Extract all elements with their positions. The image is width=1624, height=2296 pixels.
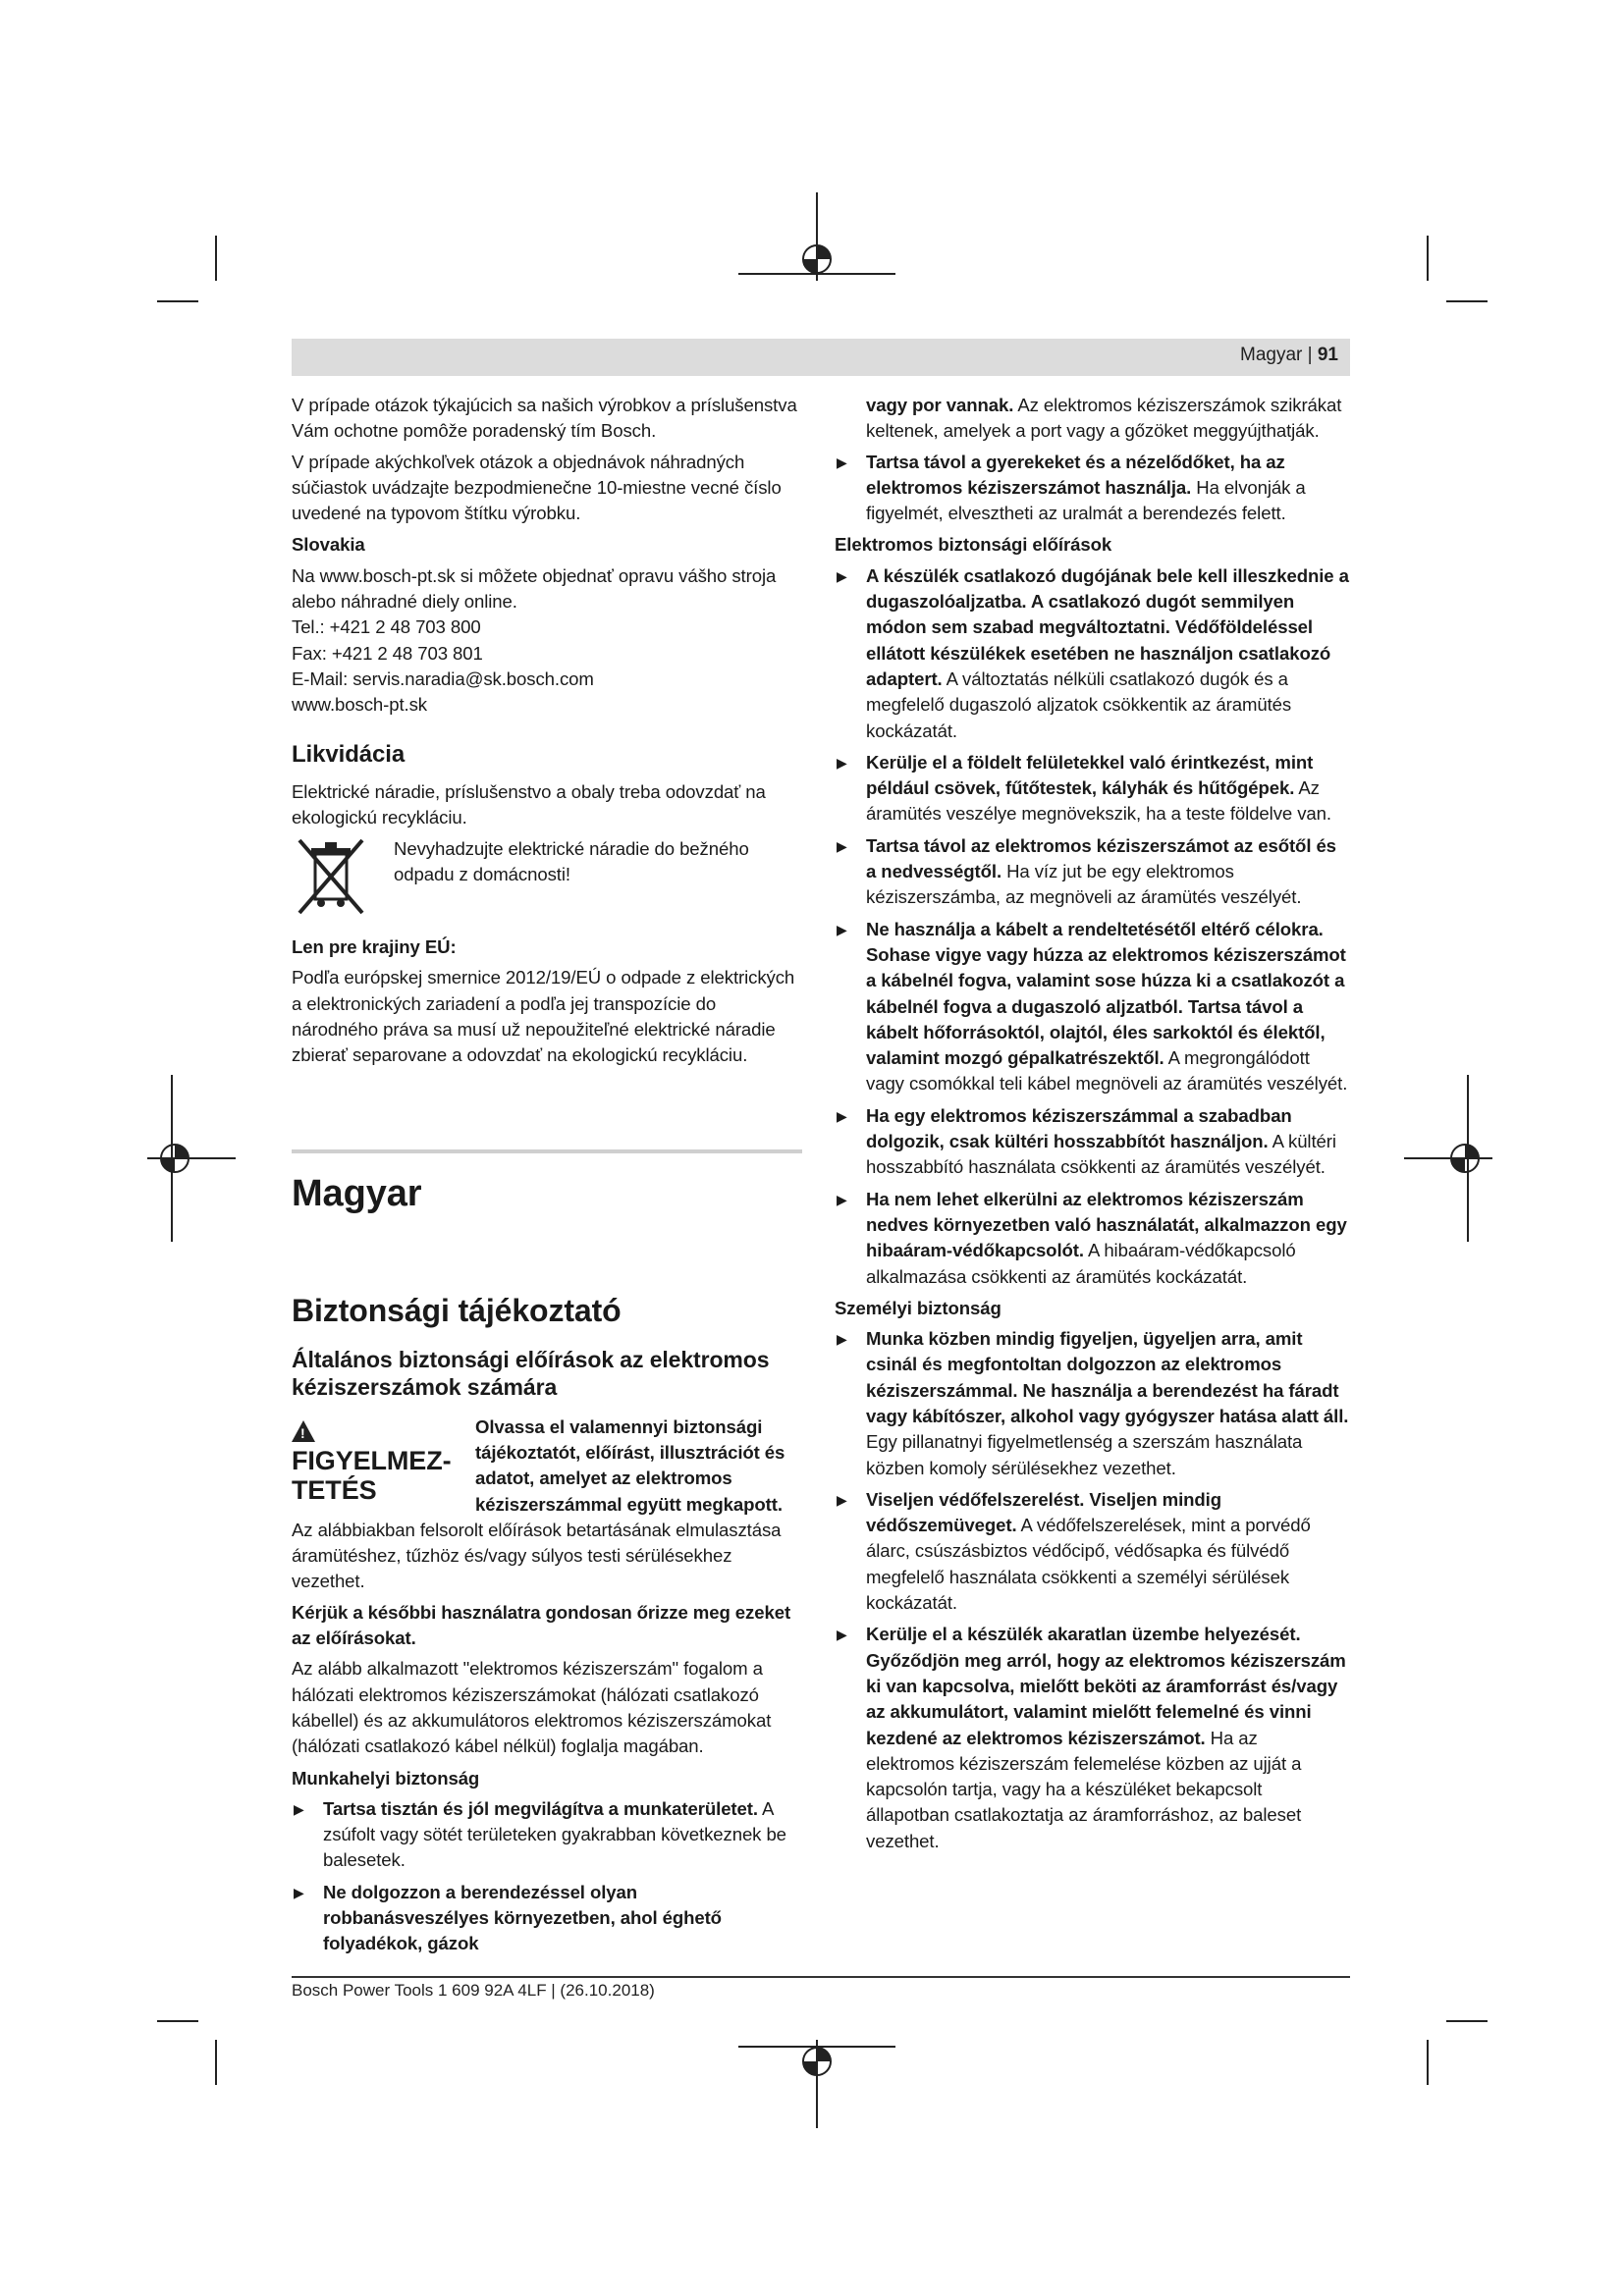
- list-item: [835, 750, 1350, 828]
- page-header: [292, 339, 1350, 376]
- warning-block: [292, 1415, 802, 1595]
- keep-instructions: Kérjük a későbbi használatra gondosan őrizze meg ezeket az előírásokat.: [292, 1601, 791, 1649]
- disposal-heading: Likvidácia: [292, 740, 406, 768]
- list-item: [292, 1796, 802, 1874]
- warning-bold: Olvassa el valamennyi biztonsági tájékoztatót, előírást, illusztrációt és adatot, amelyet az elektromos kéziszerszámmal együtt megkapott.: [475, 1415, 785, 1515]
- page-header-label: Magyar | 91: [1240, 345, 1338, 365]
- footer-rule: [292, 1976, 1350, 1978]
- item-rest: Egy pillanatnyi figyelmetlenség a szerszám használata közben komoly sérülésekhez vezethet.: [866, 1431, 1303, 1478]
- item-bold: A készülék csatlakozó dugójának bele kell illeszkednie a dugaszolóaljzatba. A csatlakozó dugót semmilyen módon sem szabad megváltoztatni. Védőföldeléssel ellátott készülékek esetében ne használjon csatlakozó adaptert.: [866, 564, 1349, 689]
- warning-label-text: FIGYELMEZ-TETÉS: [292, 1445, 452, 1505]
- crop-mark: [1427, 2040, 1429, 2085]
- item-bold: Tartsa tisztán és jól megvilágítva a munkaterületet.: [323, 1797, 758, 1819]
- item-bold: Munka közben mindig figyeljen, ügyeljen arra, amit csinál és megfontoltan dolgozzon az elektromos kéziszerszámmal. Ne használja a berendezést ha fáradt vagy kábítószer, alkohol vagy gyógyszer hatása alatt áll.: [866, 1328, 1349, 1426]
- list-item: [835, 833, 1350, 911]
- list-item: [835, 1103, 1350, 1181]
- list-item: [835, 1622, 1350, 1854]
- header-section: Magyar: [1240, 345, 1303, 365]
- crop-mark: [1446, 300, 1488, 302]
- warning-icon: !: [292, 1420, 315, 1442]
- phone: Tel.: +421 2 48 703 800: [292, 616, 481, 638]
- list-item: [835, 1326, 1350, 1481]
- weee-notice: [292, 836, 802, 919]
- item-rest: Ha elvonják a figyelmét, elvesztheti az uralmát a berendezés felett.: [866, 476, 1306, 524]
- disposal-text: Elektrické náradie, príslušenstvo a obaly treba odovzdať na ekologickú recykláciu.: [292, 780, 766, 828]
- intro-paragraph: V prípade otázok týkajúcich sa našich výrobkov a príslušenstva Vám ochotne pomôže poradenský tím Bosch.: [292, 395, 797, 442]
- continued-bold: vagy por vannak.: [866, 395, 1014, 415]
- crop-mark: [215, 2040, 217, 2085]
- item-bold: Tartsa távol a gyerekeket és a nézelődőket, ha az elektromos kéziszerszámot használja.: [866, 451, 1285, 498]
- definition-text: Az alább alkalmazott "elektromos kéziszerszám" fogalom a hálózati elektromos kéziszerszámokat (hálózati csatlakozó kábellel) és az akkumulátoros elektromos kéziszerszámokat (hálózati csatlakozó kábel nélkül) foglalja magában.: [292, 1658, 772, 1757]
- crop-mark: [1446, 2020, 1488, 2022]
- item-bold: Tartsa távol az elektromos kéziszerszámot az esőtől és a nedvességtől.: [866, 834, 1336, 882]
- item-bold: Ne dolgozzon a berendezéssel olyan robbanásveszélyes környezetben, ahol éghető folyadékok, gázok: [323, 1881, 722, 1954]
- crop-mark: [157, 2020, 198, 2022]
- list-item: [835, 917, 1350, 1097]
- crossed-bin-icon: [292, 836, 370, 919]
- registration-mark-left: [147, 1075, 236, 1242]
- list-item: [292, 1880, 802, 1957]
- workplace-list: [292, 1796, 802, 1957]
- language-heading: Magyar: [292, 1172, 422, 1214]
- list-item: [835, 1187, 1350, 1290]
- item-bold: Ne használja a kábelt a rendeltetésétől eltérő célokra. Sohase vigye vagy húzza az elektromos kéziszerszámot a kábelnél fogva, valamint sose húzza ki a csatlakozót a kábelnél fogva a dugaszoló aljzatból. Tartsa távol a kábelt hőforrásoktól, olajtól, éles sarkoktól és élektől, valamint mozgó gépalkatrészektől.: [866, 918, 1346, 1069]
- weee-text: Nevyhadzujte elektrické náradie do bežného odpadu z domácnosti!: [394, 838, 749, 885]
- registration-mark-bottom: [738, 2040, 895, 2128]
- right-column: [835, 393, 1350, 1860]
- workplace-heading: Munkahelyi biztonság: [292, 1767, 480, 1789]
- country-heading: Slovakia: [292, 534, 365, 556]
- item-bold: Kerülje el a földelt felületekkel való érintkezést, mint például csövek, fűtőtestek, kályhák és hűtőgépek.: [866, 751, 1314, 799]
- item-rest: A védőfelszerelések, mint a porvédő álarc, csúszásbiztos védőcipő, védősapka és fülvédő megfelelő használata csökkenti a személyi sérülések kockázatát.: [866, 1515, 1311, 1614]
- item-bold: Ha nem lehet elkerülni az elektromos kéziszerszám nedves környezetben való használatát, alkalmazzon egy hibaáram-védőkapcsolót.: [866, 1188, 1347, 1261]
- registration-mark-right: [1404, 1075, 1492, 1242]
- item-rest: A zsúfolt vagy sötét területeken gyakrabban következnek be balesetek.: [323, 1797, 786, 1871]
- item-rest: A hibaáram-védőkapcsoló alkalmazása csökkenti az áramütés kockázatát.: [866, 1240, 1296, 1287]
- item-bold: Kerülje el a készülék akaratlan üzembe helyezését. Győződjön meg arról, hogy az elektromos kéziszerszám ki van kapcsolva, mielőtt beköti az áramforrást és/vagy az akkumulátort, valamint mielőtt felemelné és vinni kezdené az elektromos kéziszerszámot.: [866, 1624, 1346, 1748]
- registration-mark-top: [738, 192, 895, 281]
- safety-heading: Biztonsági tájékoztató: [292, 1292, 622, 1328]
- workplace-list-cont: [835, 450, 1350, 527]
- personal-list: [835, 1326, 1350, 1854]
- item-rest: Az áramütés veszélye megnövekszik, ha a teste földelve van.: [866, 777, 1331, 825]
- footer-text: Bosch Power Tools 1 609 92A 4LF | (26.10.2018): [292, 1981, 655, 2000]
- crop-mark: [215, 236, 217, 281]
- warning-label: [292, 1416, 463, 1505]
- item-rest: A megrongálódott vagy csomókkal teli kábel megnöveli az áramütés veszélyét.: [866, 1047, 1348, 1095]
- page-number: 91: [1317, 345, 1338, 365]
- item-bold: Ha egy elektromos kéziszerszámmal a szabadban dolgozik, csak kültéri hosszabbítót használjon.: [866, 1104, 1292, 1152]
- email: E-Mail: servis.naradia@sk.bosch.com: [292, 667, 594, 689]
- section-divider: [292, 1149, 802, 1153]
- general-safety-heading: Általános biztonsági előírások az elektromos kéziszerszámok számára: [292, 1346, 770, 1400]
- contact-text: Na www.bosch-pt.sk si môžete objednať opravu vášho stroja alebo náhradné diely online.: [292, 564, 777, 613]
- list-item: [835, 450, 1350, 527]
- list-item: [835, 563, 1350, 744]
- electrical-heading: Elektromos biztonsági előírások: [835, 534, 1112, 556]
- eu-heading: Len pre krajiny EÚ:: [292, 936, 457, 958]
- item-rest: A kültéri hosszabbító használata csökkenti az áramütés veszélyét.: [866, 1131, 1336, 1178]
- item-rest: Ha az elektromos kéziszerszám felemelése közben az ujját a kapcsolón tartja, vagy ha a készüléket bekapcsolt állapotban csatlakoztatja az áramforráshoz, az baleset vezethet.: [866, 1727, 1302, 1851]
- item-rest: A változtatás nélküli csatlakozó dugók és a megfelelő dugaszoló aljzatok csökkentik az áramütés kockázatát.: [866, 667, 1292, 741]
- list-item: [835, 1487, 1350, 1616]
- intro-paragraph: V prípade akýchkoľvek otázok a objednávok náhradných súčiastok uvádzajte bezpodmienečne 10-miestne vecné číslo uvedené na typovom štítku výrobku.: [292, 451, 782, 524]
- electrical-list: [835, 563, 1350, 1290]
- fax: Fax: +421 2 48 703 801: [292, 642, 483, 664]
- crop-mark: [1427, 236, 1429, 281]
- item-rest: Ha víz jut be egy elektromos kéziszerszámba, az megnöveli az áramütés veszélyét.: [866, 861, 1302, 908]
- personal-heading: Személyi biztonság: [835, 1297, 1001, 1318]
- continued-rest: Az elektromos kéziszerszámok szikrákat keltenek, amelyek a port vagy a gőzöket meggyújthatják.: [866, 395, 1342, 442]
- eu-text: Podľa európskej smernice 2012/19/EÚ o odpade z elektrických a elektronických zariadení a podľa jej transpozície do národného práva sa musí už nepoužiteľné elektrické náradie zbierať separovane a odovzdať na ekologickú recykláciu.: [292, 967, 795, 1066]
- warning-rest: Az alábbiakban felsorolt előírások betartásának elmulasztása áramütéshez, tűzhöz és/vagy súlyos testi sérülésekhez vezethet.: [292, 1519, 782, 1592]
- crop-mark: [157, 300, 198, 302]
- website: www.bosch-pt.sk: [292, 694, 427, 716]
- left-column: [292, 393, 802, 1963]
- item-bold: Viseljen védőfelszerelést. Viseljen mindig védőszemüveget.: [866, 1488, 1221, 1536]
